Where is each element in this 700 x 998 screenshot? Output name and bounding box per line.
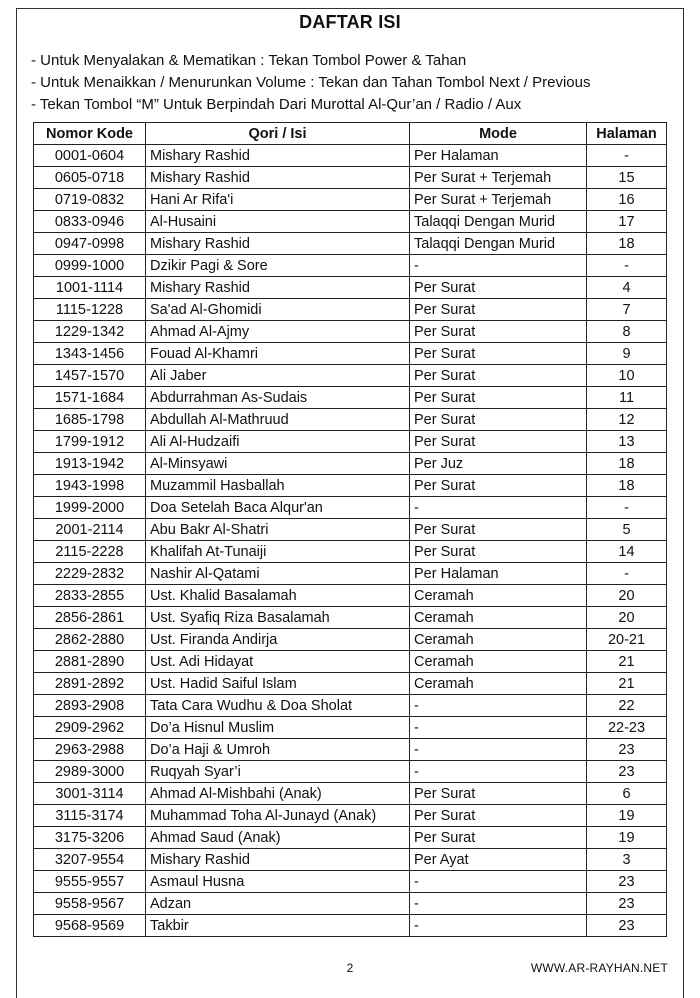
table-row xyxy=(34,761,667,783)
table-body xyxy=(34,145,667,937)
cell-nomor-kode: 2115-2228 xyxy=(34,541,146,563)
cell-qori-isi: Ali Jaber xyxy=(146,365,410,387)
cell-mode: Per Surat xyxy=(410,475,587,497)
cell-mode: Per Surat xyxy=(410,299,587,321)
cell-nomor-kode: 2833-2855 xyxy=(34,585,146,607)
cell-mode: - xyxy=(410,893,587,915)
cell-mode: Ceramah xyxy=(410,651,587,673)
cell-mode: - xyxy=(410,255,587,277)
cell-nomor-kode: 0719-0832 xyxy=(34,189,146,211)
table-row xyxy=(34,475,667,497)
cell-nomor-kode: 2909-2962 xyxy=(34,717,146,739)
table-row xyxy=(34,409,667,431)
cell-halaman: 20-21 xyxy=(587,629,667,651)
table-row xyxy=(34,497,667,519)
cell-halaman: 20 xyxy=(587,607,667,629)
cell-mode: - xyxy=(410,871,587,893)
table-header-row xyxy=(34,123,667,145)
table-row xyxy=(34,695,667,717)
cell-qori-isi: Mishary Rashid xyxy=(146,167,410,189)
cell-nomor-kode: 1799-1912 xyxy=(34,431,146,453)
cell-mode: Per Halaman xyxy=(410,563,587,585)
cell-nomor-kode: 2963-2988 xyxy=(34,739,146,761)
cell-qori-isi: Tata Cara Wudhu & Doa Sholat xyxy=(146,695,410,717)
header-halaman: Halaman xyxy=(587,123,667,145)
table-row xyxy=(34,805,667,827)
cell-qori-isi: Mishary Rashid xyxy=(146,233,410,255)
table-row xyxy=(34,563,667,585)
cell-mode: Ceramah xyxy=(410,629,587,651)
cell-mode: Per Surat xyxy=(410,805,587,827)
website-url: WWW.AR-RAYHAN.NET xyxy=(530,961,668,975)
cell-nomor-kode: 9555-9557 xyxy=(34,871,146,893)
cell-nomor-kode: 1343-1456 xyxy=(34,343,146,365)
cell-mode: Per Surat xyxy=(410,431,587,453)
cell-nomor-kode: 1571-1684 xyxy=(34,387,146,409)
cell-nomor-kode: 0833-0946 xyxy=(34,211,146,233)
header-nomor-kode: Nomor Kode xyxy=(34,123,146,145)
cell-halaman: 22-23 xyxy=(587,717,667,739)
cell-halaman: 14 xyxy=(587,541,667,563)
cell-qori-isi: Ahmad Al-Mishbahi (Anak) xyxy=(146,783,410,805)
cell-qori-isi: Do’a Hisnul Muslim xyxy=(146,717,410,739)
table-row xyxy=(34,343,667,365)
table-row xyxy=(34,783,667,805)
cell-qori-isi: Ust. Syafiq Riza Basalamah xyxy=(146,607,410,629)
cell-qori-isi: Takbir xyxy=(146,915,410,937)
cell-nomor-kode: 2862-2880 xyxy=(34,629,146,651)
table-row xyxy=(34,585,667,607)
cell-nomor-kode: 3175-3206 xyxy=(34,827,146,849)
cell-nomor-kode: 1001-1114 xyxy=(34,277,146,299)
cell-nomor-kode: 0999-1000 xyxy=(34,255,146,277)
cell-mode: Per Surat xyxy=(410,783,587,805)
cell-qori-isi: Ahmad Al-Ajmy xyxy=(146,321,410,343)
cell-halaman: 12 xyxy=(587,409,667,431)
table-row xyxy=(34,189,667,211)
table-row xyxy=(34,893,667,915)
table-row xyxy=(34,211,667,233)
cell-qori-isi: Ust. Khalid Basalamah xyxy=(146,585,410,607)
cell-nomor-kode: 2893-2908 xyxy=(34,695,146,717)
cell-nomor-kode: 9568-9569 xyxy=(34,915,146,937)
cell-nomor-kode: 2229-2832 xyxy=(34,563,146,585)
cell-halaman: 18 xyxy=(587,453,667,475)
cell-halaman: 13 xyxy=(587,431,667,453)
cell-qori-isi: Al-Minsyawi xyxy=(146,453,410,475)
cell-qori-isi: Muzammil Hasballah xyxy=(146,475,410,497)
cell-halaman: 23 xyxy=(587,739,667,761)
cell-qori-isi: Mishary Rashid xyxy=(146,849,410,871)
cell-nomor-kode: 2989-3000 xyxy=(34,761,146,783)
page-number: 2 xyxy=(346,961,354,975)
cell-mode: - xyxy=(410,915,587,937)
cell-mode: Per Surat xyxy=(410,321,587,343)
cell-halaman: 19 xyxy=(587,805,667,827)
cell-halaman: 20 xyxy=(587,585,667,607)
cell-nomor-kode: 1685-1798 xyxy=(34,409,146,431)
cell-qori-isi: Doa Setelah Baca Alqur'an xyxy=(146,497,410,519)
cell-mode: Per Halaman xyxy=(410,145,587,167)
cell-mode: Talaqqi Dengan Murid xyxy=(410,211,587,233)
cell-halaman: 6 xyxy=(587,783,667,805)
cell-mode: Per Surat xyxy=(410,519,587,541)
cell-qori-isi: Hani Ar Rifa'i xyxy=(146,189,410,211)
cell-nomor-kode: 2001-2114 xyxy=(34,519,146,541)
instruction-mode: - Tekan Tombol “M” Untuk Berpindah Dari Murottal Al-Qur’an / Radio / Aux xyxy=(31,96,522,113)
cell-nomor-kode: 2856-2861 xyxy=(34,607,146,629)
cell-halaman: 3 xyxy=(587,849,667,871)
cell-nomor-kode: 1999-2000 xyxy=(34,497,146,519)
table-row xyxy=(34,717,667,739)
cell-nomor-kode: 3001-3114 xyxy=(34,783,146,805)
cell-nomor-kode: 1943-1998 xyxy=(34,475,146,497)
cell-qori-isi: Ruqyah Syar’i xyxy=(146,761,410,783)
header-mode: Mode xyxy=(410,123,587,145)
cell-nomor-kode: 0605-0718 xyxy=(34,167,146,189)
cell-qori-isi: Al-Husaini xyxy=(146,211,410,233)
cell-qori-isi: Do’a Haji & Umroh xyxy=(146,739,410,761)
cell-qori-isi: Mishary Rashid xyxy=(146,145,410,167)
cell-halaman: 18 xyxy=(587,233,667,255)
table-row xyxy=(34,541,667,563)
table-row xyxy=(34,255,667,277)
cell-nomor-kode: 2891-2892 xyxy=(34,673,146,695)
cell-nomor-kode: 0947-0998 xyxy=(34,233,146,255)
table-row xyxy=(34,167,667,189)
cell-qori-isi: Muhammad Toha Al-Junayd (Anak) xyxy=(146,805,410,827)
cell-mode: Ceramah xyxy=(410,607,587,629)
contents-table xyxy=(33,122,667,937)
cell-nomor-kode: 1457-1570 xyxy=(34,365,146,387)
cell-qori-isi: Ust. Firanda Andirja xyxy=(146,629,410,651)
cell-qori-isi: Ahmad Saud (Anak) xyxy=(146,827,410,849)
cell-halaman: 15 xyxy=(587,167,667,189)
table-row xyxy=(34,321,667,343)
table-row xyxy=(34,277,667,299)
table-row xyxy=(34,145,667,167)
instruction-volume: - Untuk Menaikkan / Menurunkan Volume : Tekan dan Tahan Tombol Next / Previous xyxy=(31,74,591,91)
cell-qori-isi: Abdullah Al-Mathruud xyxy=(146,409,410,431)
cell-mode: Per Juz xyxy=(410,453,587,475)
cell-qori-isi: Mishary Rashid xyxy=(146,277,410,299)
instruction-power: - Untuk Menyalakan & Mematikan : Tekan Tombol Power & Tahan xyxy=(31,52,467,69)
cell-mode: - xyxy=(410,497,587,519)
table-row xyxy=(34,673,667,695)
cell-nomor-kode: 1115-1228 xyxy=(34,299,146,321)
table-row xyxy=(34,387,667,409)
cell-mode: - xyxy=(410,695,587,717)
table-row xyxy=(34,629,667,651)
cell-nomor-kode: 0001-0604 xyxy=(34,145,146,167)
header-qori-isi: Qori / Isi xyxy=(146,123,410,145)
cell-halaman: 5 xyxy=(587,519,667,541)
cell-halaman: 23 xyxy=(587,761,667,783)
cell-halaman: 22 xyxy=(587,695,667,717)
cell-halaman: 21 xyxy=(587,651,667,673)
cell-nomor-kode: 1913-1942 xyxy=(34,453,146,475)
table-row xyxy=(34,453,667,475)
table-row xyxy=(34,651,667,673)
table-row xyxy=(34,827,667,849)
cell-mode: Per Surat xyxy=(410,277,587,299)
cell-nomor-kode: 3115-3174 xyxy=(34,805,146,827)
cell-mode: Per Surat + Terjemah xyxy=(410,189,587,211)
cell-qori-isi: Abdurrahman As-Sudais xyxy=(146,387,410,409)
cell-mode: Per Surat xyxy=(410,409,587,431)
table-row xyxy=(34,365,667,387)
cell-halaman: - xyxy=(587,255,667,277)
cell-mode: Talaqqi Dengan Murid xyxy=(410,233,587,255)
cell-qori-isi: Ust. Adi Hidayat xyxy=(146,651,410,673)
table-row xyxy=(34,607,667,629)
table-row xyxy=(34,915,667,937)
cell-mode: Per Surat xyxy=(410,827,587,849)
cell-halaman: - xyxy=(587,145,667,167)
cell-qori-isi: Ali Al-Hudzaifi xyxy=(146,431,410,453)
table-row xyxy=(34,519,667,541)
cell-nomor-kode: 9558-9567 xyxy=(34,893,146,915)
cell-halaman: 9 xyxy=(587,343,667,365)
cell-qori-isi: Abu Bakr Al-Shatri xyxy=(146,519,410,541)
cell-halaman: 23 xyxy=(587,893,667,915)
cell-mode: - xyxy=(410,739,587,761)
cell-qori-isi: Nashir Al-Qatami xyxy=(146,563,410,585)
cell-halaman: 8 xyxy=(587,321,667,343)
cell-mode: Per Surat xyxy=(410,365,587,387)
table-row xyxy=(34,739,667,761)
cell-mode: Ceramah xyxy=(410,673,587,695)
cell-qori-isi: Fouad Al-Khamri xyxy=(146,343,410,365)
cell-mode: Per Ayat xyxy=(410,849,587,871)
cell-mode: Per Surat xyxy=(410,541,587,563)
cell-qori-isi: Sa'ad Al-Ghomidi xyxy=(146,299,410,321)
cell-halaman: 19 xyxy=(587,827,667,849)
cell-nomor-kode: 2881-2890 xyxy=(34,651,146,673)
cell-halaman: 23 xyxy=(587,871,667,893)
cell-halaman: 16 xyxy=(587,189,667,211)
cell-mode: Per Surat xyxy=(410,387,587,409)
cell-halaman: 17 xyxy=(587,211,667,233)
cell-qori-isi: Adzan xyxy=(146,893,410,915)
cell-halaman: - xyxy=(587,563,667,585)
instructions xyxy=(31,50,590,116)
table-row xyxy=(34,299,667,321)
cell-mode: - xyxy=(410,717,587,739)
cell-nomor-kode: 1229-1342 xyxy=(34,321,146,343)
table-row xyxy=(34,431,667,453)
cell-halaman: 10 xyxy=(587,365,667,387)
table-row xyxy=(34,871,667,893)
cell-halaman: 11 xyxy=(587,387,667,409)
cell-qori-isi: Asmaul Husna xyxy=(146,871,410,893)
table-row xyxy=(34,849,667,871)
table-row xyxy=(34,233,667,255)
cell-mode: Per Surat + Terjemah xyxy=(410,167,587,189)
cell-halaman: 23 xyxy=(587,915,667,937)
cell-qori-isi: Khalifah At-Tunaiji xyxy=(146,541,410,563)
cell-halaman: 4 xyxy=(587,277,667,299)
cell-halaman: 7 xyxy=(587,299,667,321)
cell-qori-isi: Dzikir Pagi & Sore xyxy=(146,255,410,277)
cell-halaman: - xyxy=(587,497,667,519)
page-title: DAFTAR ISI xyxy=(299,12,401,32)
cell-halaman: 21 xyxy=(587,673,667,695)
cell-mode: Per Surat xyxy=(410,343,587,365)
cell-qori-isi: Ust. Hadid Saiful Islam xyxy=(146,673,410,695)
cell-mode: - xyxy=(410,761,587,783)
cell-halaman: 18 xyxy=(587,475,667,497)
cell-mode: Ceramah xyxy=(410,585,587,607)
cell-nomor-kode: 3207-9554 xyxy=(34,849,146,871)
